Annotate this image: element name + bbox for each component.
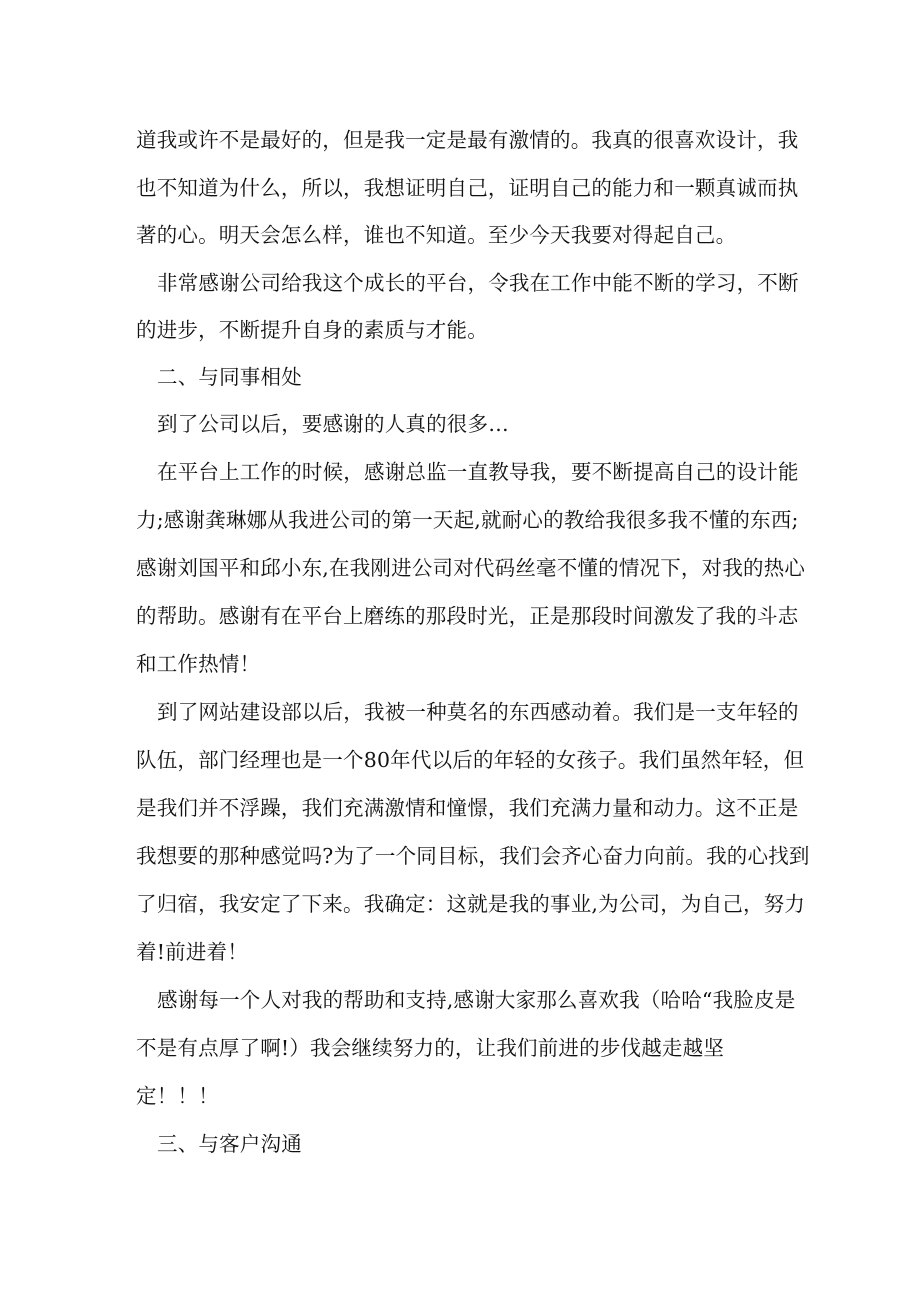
text-line: 不是有点厚了啊!）我会继续努力的，让我们前进的步伐越走越坚 — [136, 1036, 725, 1060]
text-line: 感谢每一个人对我的帮助和支持,感谢大家那么喜欢我（哈哈“我脸皮是 — [157, 988, 796, 1012]
text-line: 著的心。明天会怎么样，谁也不知道。至少今天我要对得起自己。 — [136, 223, 737, 247]
text-line: 的帮助。感谢有在平台上磨练的那段时光，正是那段时间激发了我的斗志 — [136, 604, 799, 628]
text-line: 和工作热情！ — [136, 652, 261, 676]
text-line: 到了公司以后，要感谢的人真的很多… — [157, 412, 509, 436]
text-line: 非常感谢公司给我这个成长的平台，令我在工作中能不断的学习，不断 — [157, 271, 799, 295]
text-line: 的进步，不断提升自身的素质与才能。 — [136, 318, 488, 342]
text-line: 到了网站建设部以后，我被一种莫名的东西感动着。我们是一支年轻的 — [157, 700, 799, 724]
text-line: 道我或许不是最好的，但是我一定是最有激情的。我真的很喜欢设计，我 — [136, 128, 799, 152]
text-line: 着!前进着！ — [136, 940, 248, 964]
text-line: 力;感谢龚琳娜从我进公司的第一天起,就耐心的教给我很多我不懂的东西; — [136, 508, 799, 532]
text-line: 是我们并不浮躁，我们充满激情和憧憬，我们充满力量和动力。这不正是 — [136, 796, 799, 820]
text-line: 了归宿，我安定了下来。我确定：这就是我的事业,为公司，为自己，努力 — [136, 892, 806, 916]
text-line: 队伍，部门经理也是一个80年代以后的年轻的女孩子。我们虽然年轻，但 — [136, 748, 805, 772]
section-heading: 三、与客户沟通 — [157, 1132, 302, 1156]
text-line: 定！！！ — [136, 1084, 219, 1108]
text-line: 也不知道为什么，所以，我想证明自己，证明自己的能力和一颗真诚而执 — [136, 176, 799, 200]
text-line: 我想要的那种感觉吗?为了一个同目标，我们会齐心奋力向前。我的心找到 — [136, 844, 810, 868]
section-heading: 二、与同事相处 — [157, 365, 302, 389]
text-line: 感谢刘国平和邱小东,在我刚进公司对代码丝毫不懂的情况下，对我的热心 — [136, 556, 806, 580]
text-line: 在平台上工作的时候，感谢总监一直教导我，要不断提高自己的设计能 — [157, 460, 799, 484]
